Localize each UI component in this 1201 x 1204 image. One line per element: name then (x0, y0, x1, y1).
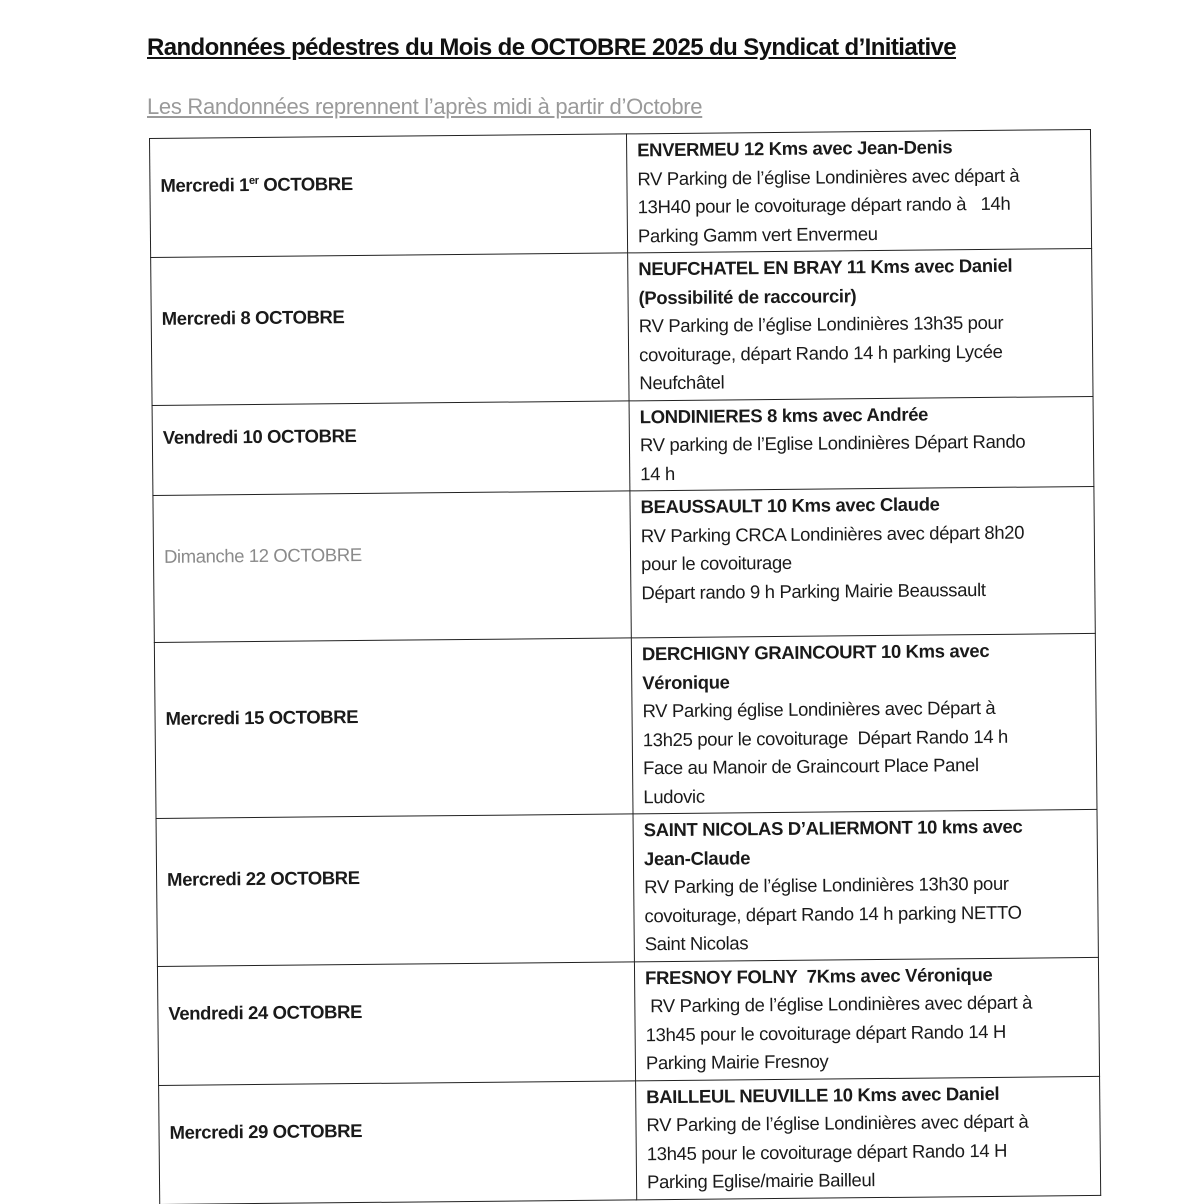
day-label: Dimanche 12 OCTOBRE (163, 543, 362, 567)
hike-meeting-info (642, 603, 1089, 635)
hike-meeting-info: pour le covoiturage (641, 551, 792, 575)
hike-destination: Véronique (642, 670, 730, 693)
hike-meeting-info: 14 h (640, 462, 675, 484)
day-cell (159, 1080, 637, 1204)
hike-destination: BEAUSSAULT 10 Kms avec Claude (640, 493, 940, 518)
hike-meeting-info: 13h45 pour le covoiturage départ Rando 14 H (646, 1139, 1008, 1164)
day-cell (153, 491, 631, 643)
day-cell (150, 134, 628, 258)
hike-schedule-table (149, 129, 1101, 1204)
day-label: Mercredi 15 OCTOBRE (165, 705, 359, 729)
hike-destination: NEUFCHATEL EN BRAY 11 Kms avec Daniel (638, 254, 1013, 280)
schedule-row (153, 486, 1095, 642)
schedule-row (157, 957, 1099, 1085)
hike-meeting-info: Saint Nicolas (644, 932, 749, 955)
schedule-row (151, 248, 1093, 405)
schedule-row (159, 1076, 1101, 1204)
day-label: Mercredi 29 OCTOBRE (169, 1119, 363, 1143)
schedule-row (154, 633, 1097, 818)
hike-meeting-info: covoiturage, départ Rando 14 h parking Lycée (638, 340, 1003, 365)
hike-details-cell (634, 957, 1099, 1080)
hike-meeting-info: Neufchâtel (639, 371, 725, 394)
hike-meeting-info: Parking Gamm vert Envermeu (637, 222, 878, 246)
hike-meeting-info: RV Parking de l’église Londinières avec départ à (645, 991, 1033, 1017)
day-cell (152, 400, 630, 495)
schedule-row (152, 396, 1094, 496)
hike-destination: BAILLEUL NEUVILLE 10 Kms avec Daniel (646, 1082, 1000, 1107)
document-title: Randonnées pédestres du Mois de OCTOBRE 2025 du Syndicat d’Initiative (147, 34, 957, 61)
schedule-row (156, 809, 1098, 966)
hike-destination: DERCHIGNY GRAINCOURT 10 Kms avec (641, 639, 990, 665)
day-cell (151, 253, 629, 405)
hike-meeting-info: RV Parking de l’église Londinières avec départ à (637, 164, 1020, 189)
hike-meeting-info: 13h45 pour le covoiturage départ Rando 14 H (645, 1020, 1007, 1045)
day-label: Mercredi 22 OCTOBRE (167, 867, 360, 891)
hike-meeting-info: 13h25 pour le covoiturage Départ Rando 14 h (642, 725, 1009, 750)
hike-meeting-info: Départ rando 9 h Parking Mairie Beaussault (641, 578, 986, 603)
hike-details-cell (633, 809, 1098, 961)
hike-destination: ENVERMEU 12 Kms avec Jean-Denis (637, 136, 953, 161)
document-subtitle: Les Randonnées reprennent l’après midi à partir d’Octobre (147, 94, 703, 119)
hike-destination: FRESNOY FOLNY 7Kms avec Véronique (644, 963, 993, 988)
hike-details-cell (628, 248, 1093, 400)
day-label: Mercredi 8 OCTOBRE (161, 306, 345, 330)
hike-destination: LONDINIERES 8 kms avec Andrée (639, 403, 929, 427)
hike-meeting-info: Parking Mairie Fresnoy (645, 1050, 829, 1074)
hike-meeting-info: RV parking de l’Eglise Londinières Départ Rando (639, 430, 1026, 456)
hike-meeting-info: Face au Manoir de Graincourt Place Panel (642, 754, 979, 779)
day-cell (154, 638, 633, 819)
day-month: OCTOBRE (258, 173, 353, 195)
hike-meeting-info: RV Parking CRCA Londinières avec départ 8h20 (640, 521, 1025, 546)
schedule-row (150, 129, 1092, 257)
hike-destination: (Possibilité de raccourcir) (638, 284, 857, 308)
hike-destination: Jean-Claude (643, 846, 751, 869)
hike-meeting-info: Parking Eglise/mairie Bailleul (646, 1169, 876, 1193)
hike-meeting-info: 13H40 pour le covoiturage départ rando à 14h (637, 192, 1011, 218)
hike-destination: SAINT NICOLAS D’ALIERMONT 10 kms avec (643, 815, 1023, 841)
hike-details-cell (626, 129, 1091, 252)
hike-meeting-info: covoiturage, départ Rando 14 h parking NETTO (644, 901, 1022, 926)
day-cell (157, 961, 635, 1085)
day-ordinal-suffix: er (248, 174, 259, 187)
hike-details-cell (630, 486, 1095, 637)
day-label: Mercredi 1 (160, 174, 250, 196)
hike-details-cell (629, 396, 1094, 491)
hike-meeting-info: RV Parking de l’église Londinières avec départ à (646, 1110, 1029, 1136)
hike-meeting-info: RV Parking de l’église Londinières 13h35 pour (638, 311, 1004, 337)
hike-details-cell (636, 1076, 1101, 1199)
hike-meeting-info: Ludovic (643, 785, 705, 807)
hike-details-cell (631, 633, 1097, 813)
day-label: Vendredi 24 OCTOBRE (168, 1000, 363, 1024)
day-label: Vendredi 10 OCTOBRE (162, 425, 357, 449)
day-cell (156, 814, 634, 966)
hike-meeting-info: RV Parking église Londinières avec Départ à (642, 696, 996, 722)
hike-meeting-info: RV Parking de l’église Londinières 13h30 pour (644, 872, 1009, 898)
